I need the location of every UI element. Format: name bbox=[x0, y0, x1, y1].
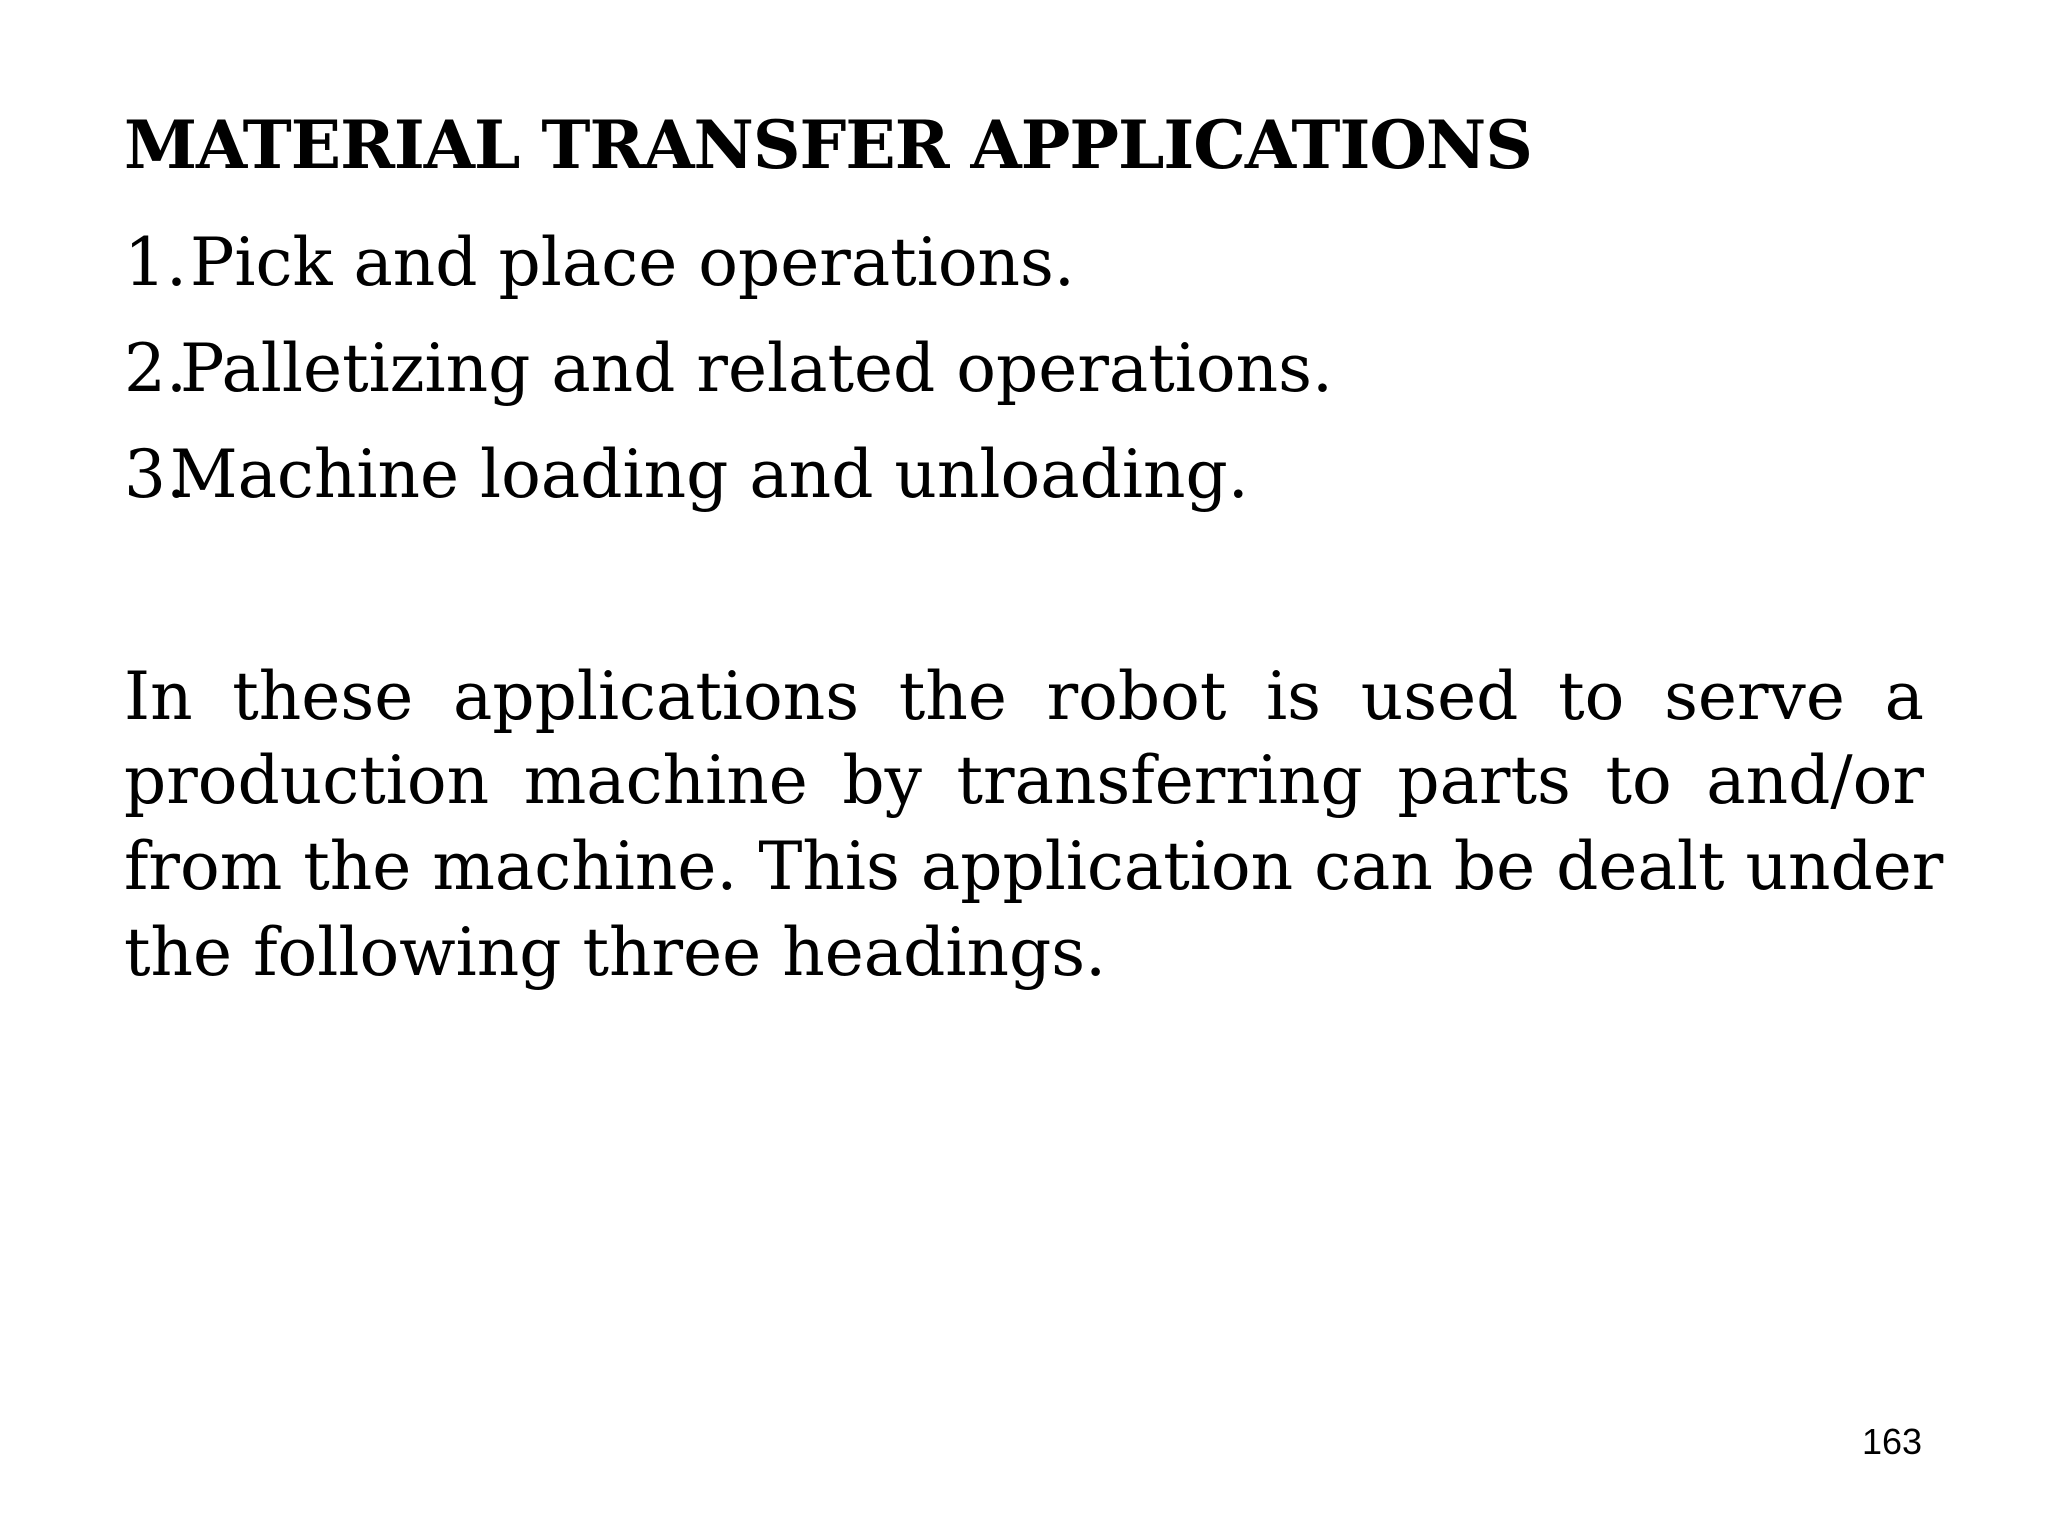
list-item-number: 3. bbox=[124, 436, 187, 513]
page-number: 163 bbox=[1862, 1421, 1923, 1462]
word: is bbox=[1266, 658, 1322, 735]
list-item bbox=[124, 224, 1075, 301]
word: machine bbox=[523, 742, 808, 819]
list-item bbox=[124, 436, 1249, 513]
word: robot bbox=[1046, 658, 1227, 735]
word: and/or bbox=[1706, 742, 1924, 819]
word: production bbox=[124, 742, 490, 819]
word: the bbox=[898, 658, 1007, 735]
word: serve bbox=[1664, 658, 1845, 735]
list-item-text: Palletizing and related operations. bbox=[180, 330, 1333, 407]
word: these bbox=[232, 658, 414, 735]
slide-title: MATERIAL TRANSFER APPLICATIONS bbox=[124, 106, 1532, 184]
word: used bbox=[1360, 658, 1519, 735]
word: In bbox=[124, 658, 193, 735]
word: to bbox=[1558, 658, 1625, 735]
paragraph-line-1 bbox=[124, 658, 1924, 735]
paragraph-line-4: the following three headings. bbox=[124, 914, 1107, 991]
list-item-text: Pick and place operations. bbox=[190, 224, 1075, 301]
word: a bbox=[1884, 658, 1924, 735]
word: by bbox=[842, 742, 922, 819]
list-item-number: 1. bbox=[124, 224, 187, 301]
word: parts bbox=[1397, 742, 1571, 819]
word: to bbox=[1605, 742, 1672, 819]
list-item bbox=[124, 330, 1333, 407]
list-item-text: Machine loading and unloading. bbox=[170, 436, 1249, 513]
paragraph-line-3: from the machine. This application can be dealt under bbox=[124, 828, 1944, 905]
paragraph-line-2 bbox=[124, 742, 1924, 819]
list-item-number: 2. bbox=[124, 330, 187, 407]
word: transferring bbox=[956, 742, 1363, 819]
word: applications bbox=[452, 658, 860, 735]
